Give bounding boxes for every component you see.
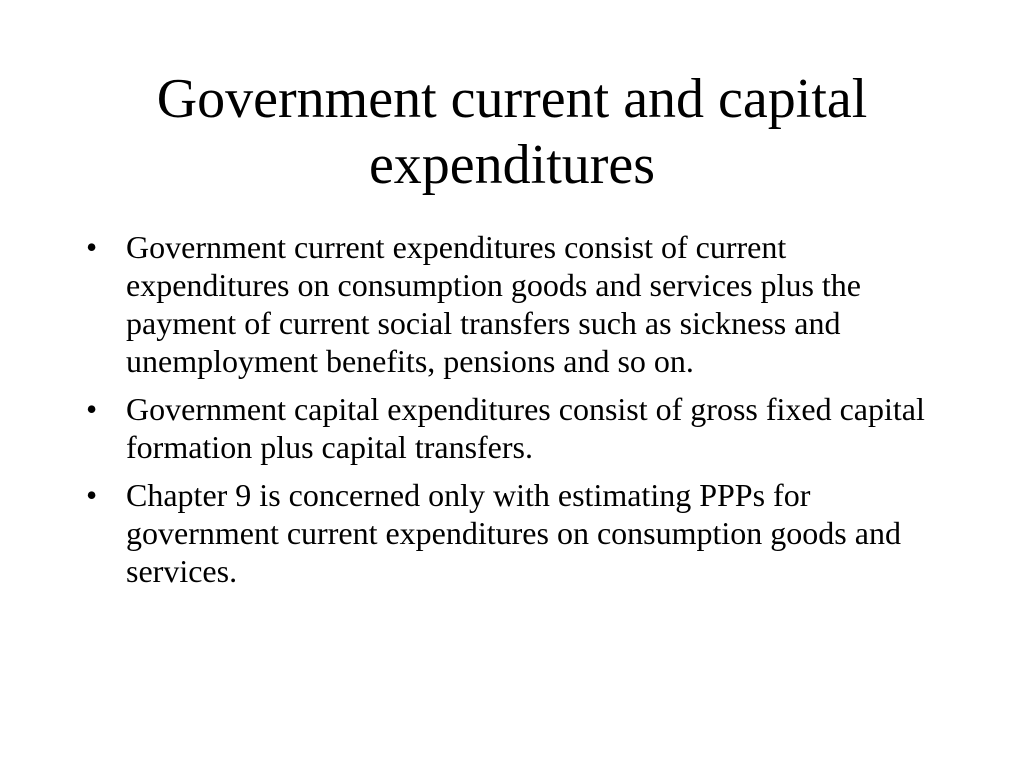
bullet-list xyxy=(86,228,946,600)
bullet-item-chapter-9 xyxy=(86,476,946,590)
bullet-item-current-expenditures xyxy=(86,228,946,380)
bullet-text: Government current expenditures consist of current expenditures on consumption goods and services plus the payment of current social transfers such as sickness and unemployment benefits, pensions and so on. xyxy=(126,229,861,379)
bullet-icon: • xyxy=(86,229,98,265)
bullet-text: Government capital expenditures consist of gross fixed capital formation plus capital transfers. xyxy=(126,391,925,465)
slide-title: Government current and capital expenditures xyxy=(156,68,868,196)
bullet-icon: • xyxy=(86,477,98,513)
bullet-icon: • xyxy=(86,391,98,427)
bullet-item-capital-expenditures xyxy=(86,390,946,466)
bullet-text: Chapter 9 is concerned only with estimating PPPs for government current expenditures on consumption goods and services. xyxy=(126,477,901,589)
